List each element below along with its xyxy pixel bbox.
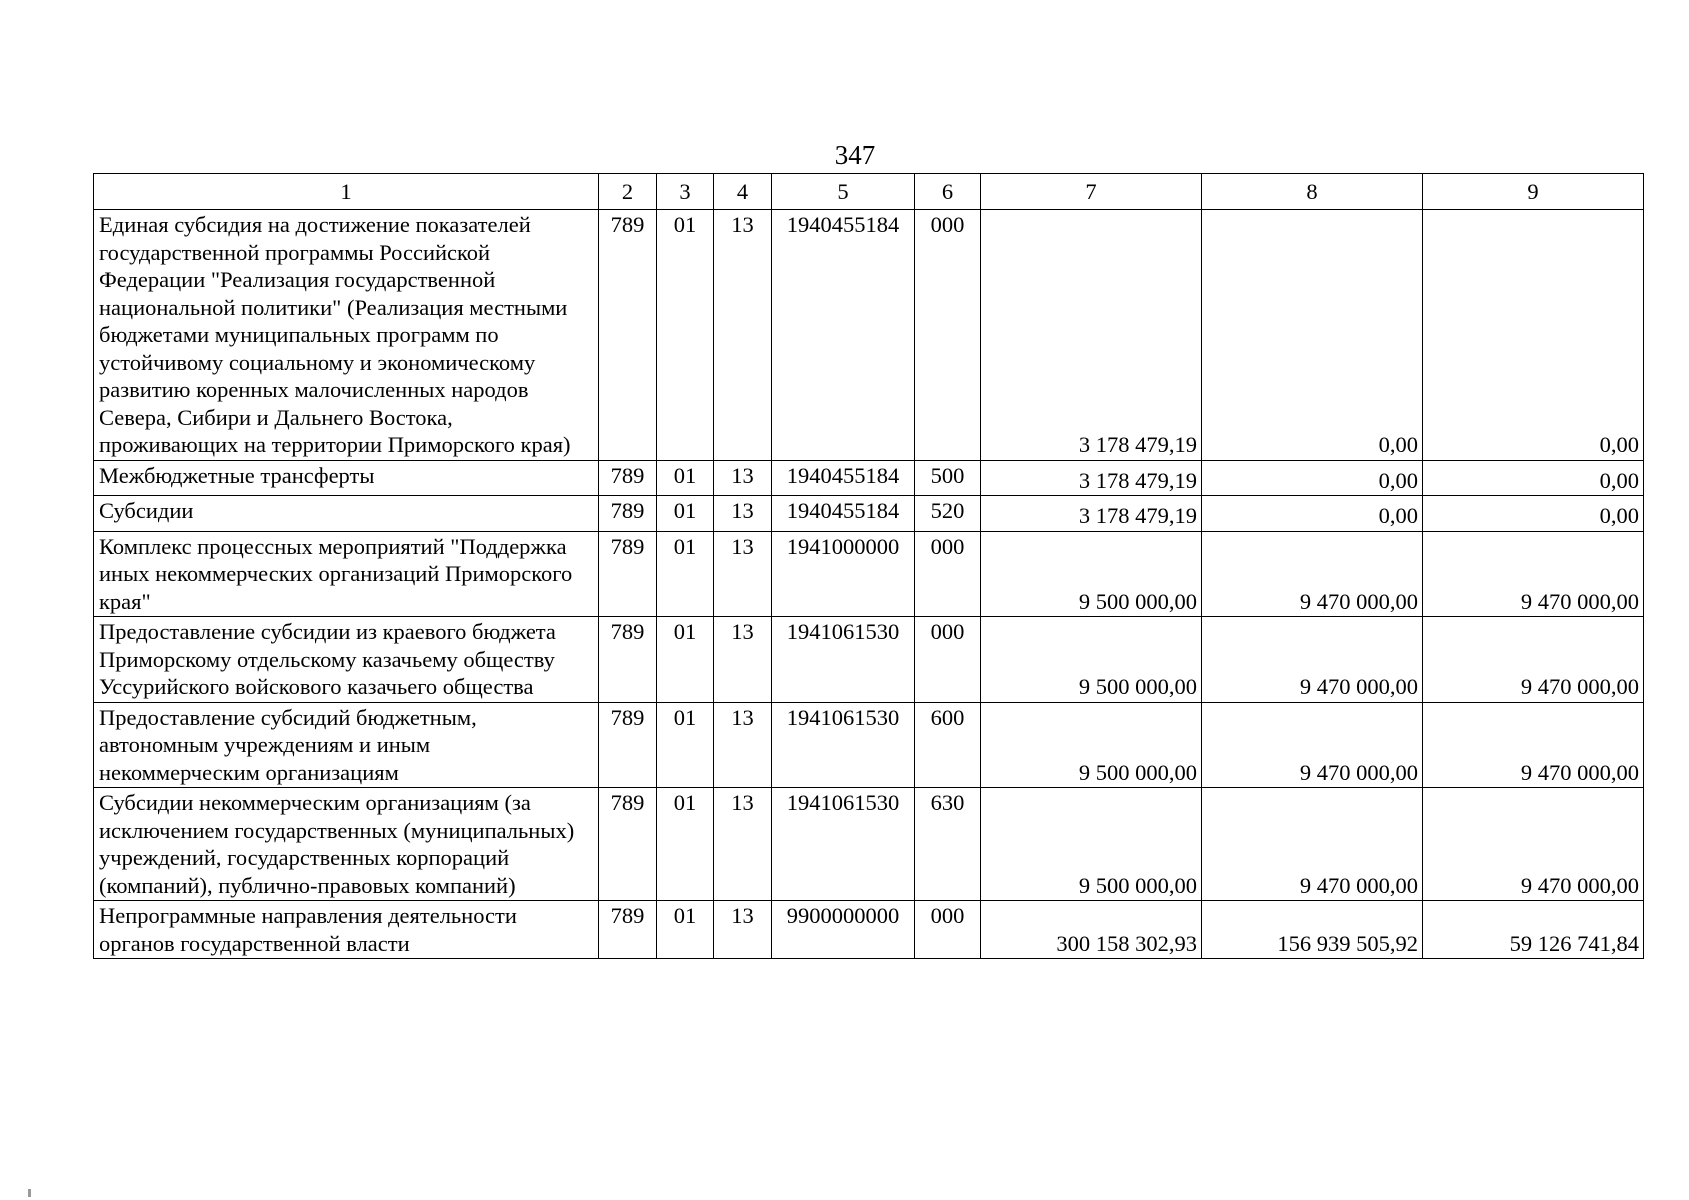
expense-type-code: 000	[915, 617, 981, 703]
budget-table	[93, 173, 1644, 959]
column-header: 2	[599, 174, 657, 210]
amount-col-9: 0,00	[1423, 210, 1644, 461]
ministry-code: 789	[599, 617, 657, 703]
scan-artifact	[28, 1189, 31, 1197]
subsection-code: 13	[714, 460, 772, 496]
expense-type-code: 520	[915, 496, 981, 532]
amount-col-8: 9 470 000,00	[1202, 702, 1423, 788]
row-name: Предоставление субсидии из краевого бюджета Приморскому отдельскому казачьему обществу Уссурийского войскового казачьего общества	[94, 617, 599, 703]
expense-type-code: 000	[915, 901, 981, 959]
ministry-code: 789	[599, 531, 657, 617]
column-header: 9	[1423, 174, 1644, 210]
amount-col-8: 9 470 000,00	[1202, 788, 1423, 901]
amount-col-8: 0,00	[1202, 496, 1423, 532]
section-code: 01	[657, 210, 714, 461]
ministry-code: 789	[599, 460, 657, 496]
amount-col-7: 3 178 479,19	[981, 460, 1202, 496]
row-name: Предоставление субсидий бюджетным, автономным учреждениям и иным некоммерческим организациям	[94, 702, 599, 788]
section-code: 01	[657, 460, 714, 496]
target-article-code: 1941061530	[772, 702, 915, 788]
table-row	[94, 460, 1644, 496]
amount-col-9: 9 470 000,00	[1423, 531, 1644, 617]
column-header: 7	[981, 174, 1202, 210]
amount-col-9: 9 470 000,00	[1423, 788, 1644, 901]
subsection-code: 13	[714, 901, 772, 959]
subsection-code: 13	[714, 496, 772, 532]
amount-col-7: 9 500 000,00	[981, 702, 1202, 788]
row-name: Субсидии некоммерческим организациям (за исключением государственных (муниципальных) учреждений, государственных корпораций (компаний), публично-правовых компаний)	[94, 788, 599, 901]
column-header: 8	[1202, 174, 1423, 210]
row-name: Межбюджетные трансферты	[94, 460, 599, 496]
section-code: 01	[657, 531, 714, 617]
expense-type-code: 000	[915, 210, 981, 461]
expense-type-code: 630	[915, 788, 981, 901]
table-row	[94, 901, 1644, 959]
subsection-code: 13	[714, 702, 772, 788]
row-name: Комплекс процессных мероприятий "Поддержка иных некоммерческих организаций Приморского края"	[94, 531, 599, 617]
ministry-code: 789	[599, 788, 657, 901]
amount-col-8: 0,00	[1202, 460, 1423, 496]
table-row	[94, 531, 1644, 617]
section-code: 01	[657, 702, 714, 788]
ministry-code: 789	[599, 496, 657, 532]
column-header: 5	[772, 174, 915, 210]
column-header: 1	[94, 174, 599, 210]
amount-col-7: 3 178 479,19	[981, 210, 1202, 461]
ministry-code: 789	[599, 702, 657, 788]
table-row	[94, 788, 1644, 901]
amount-col-9: 9 470 000,00	[1423, 702, 1644, 788]
subsection-code: 13	[714, 788, 772, 901]
amount-col-9: 0,00	[1423, 496, 1644, 532]
target-article-code: 1940455184	[772, 210, 915, 461]
column-header: 3	[657, 174, 714, 210]
subsection-code: 13	[714, 617, 772, 703]
row-name: Единая субсидия на достижение показателей государственной программы Российской Федерации "Реализация государственной национальной политики" (Реализация местными бюджетами муниципальных программ по устойчивому социальному и экономическому развитию коренных малочисленных народов Севера, Сибири и Дальнего Востока, проживающих на территории Приморского края)	[94, 210, 599, 461]
table-row	[94, 496, 1644, 532]
section-code: 01	[657, 788, 714, 901]
target-article-code: 1940455184	[772, 460, 915, 496]
target-article-code: 1941000000	[772, 531, 915, 617]
amount-col-9: 59 126 741,84	[1423, 901, 1644, 959]
amount-col-9: 0,00	[1423, 460, 1644, 496]
ministry-code: 789	[599, 901, 657, 959]
target-article-code: 1941061530	[772, 788, 915, 901]
amount-col-7: 3 178 479,19	[981, 496, 1202, 532]
table-row	[94, 617, 1644, 703]
amount-col-7: 9 500 000,00	[981, 617, 1202, 703]
section-code: 01	[657, 617, 714, 703]
row-name: Субсидии	[94, 496, 599, 532]
target-article-code: 1941061530	[772, 617, 915, 703]
target-article-code: 1940455184	[772, 496, 915, 532]
amount-col-7: 9 500 000,00	[981, 531, 1202, 617]
expense-type-code: 500	[915, 460, 981, 496]
amount-col-7: 9 500 000,00	[981, 788, 1202, 901]
column-header: 6	[915, 174, 981, 210]
ministry-code: 789	[599, 210, 657, 461]
row-name: Непрограммные направления деятельности органов государственной власти	[94, 901, 599, 959]
section-code: 01	[657, 496, 714, 532]
page-number: 347	[834, 140, 876, 170]
amount-col-8: 0,00	[1202, 210, 1423, 461]
table-row	[94, 702, 1644, 788]
target-article-code: 9900000000	[772, 901, 915, 959]
section-code: 01	[657, 901, 714, 959]
amount-col-8: 9 470 000,00	[1202, 531, 1423, 617]
expense-type-code: 000	[915, 531, 981, 617]
subsection-code: 13	[714, 210, 772, 461]
amount-col-8: 9 470 000,00	[1202, 617, 1423, 703]
column-header: 4	[714, 174, 772, 210]
subsection-code: 13	[714, 531, 772, 617]
table-header-row	[94, 174, 1644, 210]
amount-col-9: 9 470 000,00	[1423, 617, 1644, 703]
expense-type-code: 600	[915, 702, 981, 788]
amount-col-8: 156 939 505,92	[1202, 901, 1423, 959]
amount-col-7: 300 158 302,93	[981, 901, 1202, 959]
table-row	[94, 210, 1644, 461]
